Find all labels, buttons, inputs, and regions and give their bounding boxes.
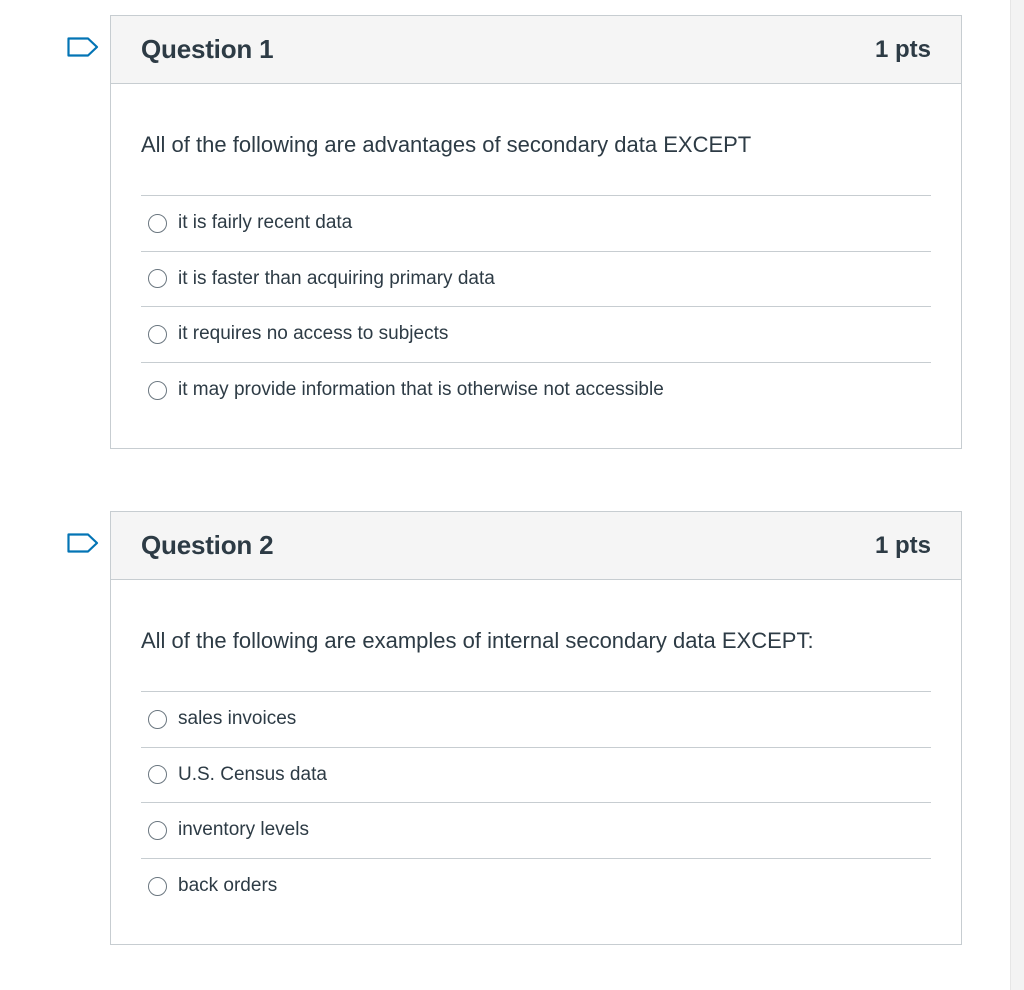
answer-list [141, 196, 931, 418]
question-header [111, 16, 961, 84]
answer-option[interactable] [141, 748, 931, 804]
question-body [111, 84, 961, 418]
question-2 [110, 511, 962, 945]
radio-button[interactable] [148, 381, 167, 400]
answer-label: it is fairly recent data [178, 212, 353, 234]
answer-option[interactable] [141, 859, 931, 915]
answer-label: it is faster than acquiring primary data [178, 267, 495, 289]
answer-label: sales invoices [178, 708, 297, 730]
question-prompt: All of the following are advantages of secondary data EXCEPT [141, 84, 931, 196]
answer-option[interactable] [141, 252, 931, 308]
question-points: 1 pts [874, 531, 931, 559]
question-1 [110, 15, 962, 449]
answer-label: back orders [178, 875, 278, 897]
answer-label: U.S. Census data [178, 763, 327, 785]
radio-button[interactable] [148, 325, 167, 344]
radio-button[interactable] [148, 765, 167, 784]
answer-label: it may provide information that is otherwise not accessible [178, 379, 664, 401]
answer-option[interactable] [141, 307, 931, 363]
answer-option[interactable] [141, 803, 931, 859]
question-body [111, 580, 961, 914]
answer-option[interactable] [141, 363, 931, 419]
answer-option[interactable] [141, 196, 931, 252]
question-header [111, 512, 961, 580]
answer-option[interactable] [141, 692, 931, 748]
question-title: Question 1 [141, 34, 274, 64]
question-title: Question 2 [141, 530, 274, 560]
radio-button[interactable] [148, 877, 167, 896]
radio-button[interactable] [148, 269, 167, 288]
radio-button[interactable] [148, 821, 167, 840]
answer-label: inventory levels [178, 819, 309, 841]
radio-button[interactable] [148, 710, 167, 729]
answer-label: it requires no access to subjects [178, 323, 449, 345]
question-points: 1 pts [874, 35, 931, 63]
bookmark-flag-icon[interactable] [67, 37, 99, 57]
answer-list [141, 692, 931, 914]
question-prompt: All of the following are examples of internal secondary data EXCEPT: [141, 580, 931, 692]
scrollbar-track[interactable] [1010, 0, 1024, 990]
bookmark-flag-icon[interactable] [67, 533, 99, 553]
radio-button[interactable] [148, 214, 167, 233]
